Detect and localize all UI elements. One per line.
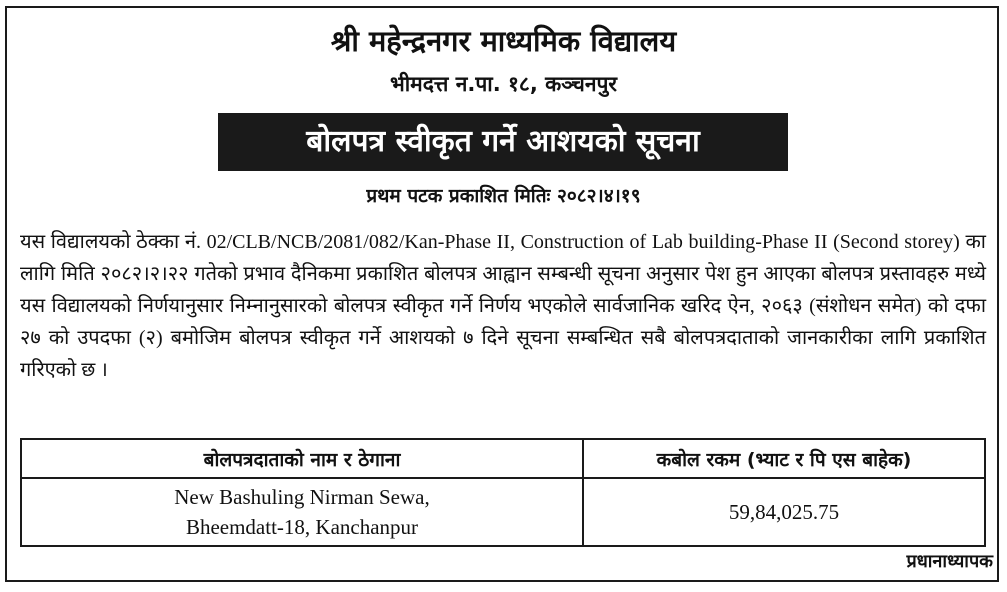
- bidder-cell: [21, 478, 583, 546]
- bid-table: [20, 438, 986, 547]
- bid-amount: 59,84,025.75: [583, 478, 985, 546]
- bid-table-header: [21, 439, 985, 478]
- school-address: भीमदत्त न.पा. १८, कञ्चनपुर: [389, 72, 617, 96]
- bidder-name: New Bashuling Nirman Sewa,: [174, 485, 430, 509]
- notice-body: यस विद्यालयको ठेक्का नं. 02/CLB/NCB/2081/082/Kan-Phase II, Construction of Lab building-Phase II (Second storey) का लागि मिति २०८२।२।२२ गतेको प्रभाव दैनिकमा प्रकाशित बोलपत्र आह्वान सम्बन्धी सूचना अनुसार पेश हुन आएका बोलपत्र प्रस्तावहरु मध्ये यस विद्यालयको निर्णयानुसार निम्नानुसारको बोलपत्र स्वीकृत गर्ने निर्णय भएकोले सार्वजानिक खरिद ऐन, २०६३ (संशोधन समेत) को दफा २७ को उपदफा (२) बमोजिम बोलपत्र स्वीकृत गर्ने आशयको ७ दिने सूचना सम्बन्धित सबै बोलपत्रदाताको जानकारीका लागि प्रकाशित गरिएको छ ।: [20, 231, 986, 381]
- header-bid-amount: कबोल रकम (भ्याट र पि एस बाहेक): [583, 439, 985, 478]
- header-bidder-name-address: बोलपत्रदाताको नाम र ठेगाना: [21, 439, 583, 478]
- notice-title-banner: बोलपत्र स्वीकृत गर्ने आशयको सूचना: [218, 113, 788, 171]
- table-row: [21, 478, 985, 546]
- signature-designation: प्रधानाध्यापक: [906, 551, 993, 572]
- school-name: श्री महेन्द्रनगर माध्यमिक विद्यालय: [330, 24, 677, 58]
- publish-date: प्रथम पटक प्रकाशित मितिः २०८२।४।१९: [366, 185, 641, 207]
- bidder-address: Bheemdatt-18, Kanchanpur: [185, 515, 419, 539]
